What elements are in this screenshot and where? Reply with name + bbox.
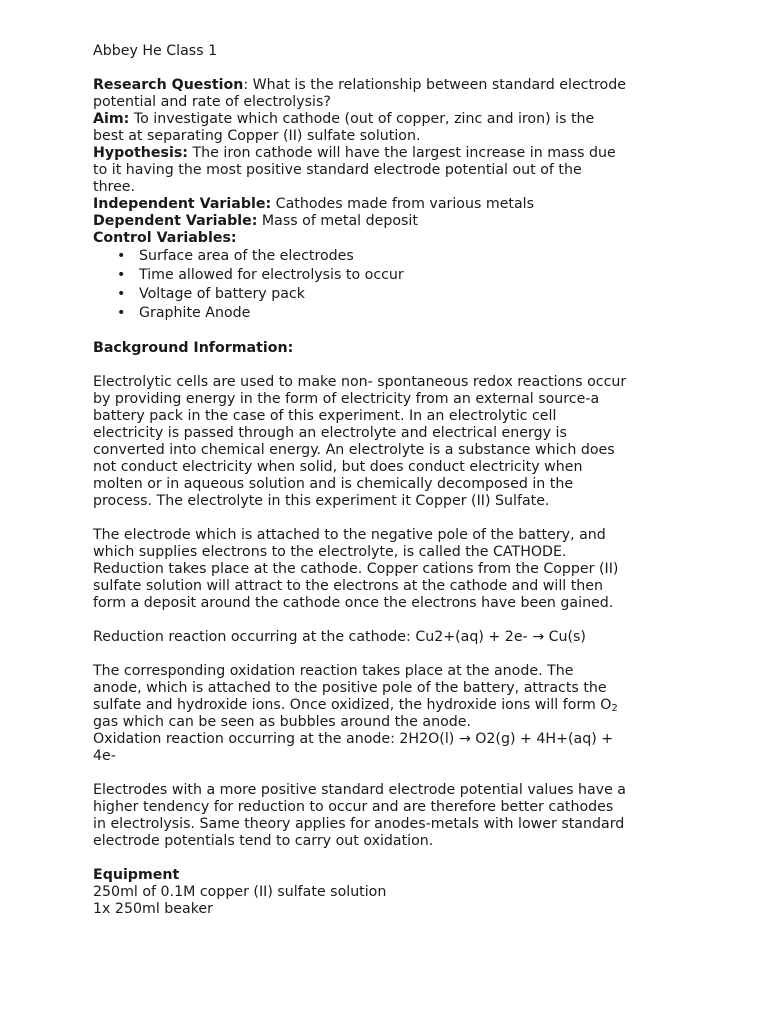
research-question-label: Research Question	[93, 77, 244, 93]
background-paragraph-3: The corresponding oxidation reaction takes place at the anode. The anode, which is attached to the positive pole of the battery, attracts the sulfate and hydroxide ions. Once oxidized, the hydroxide ions will form $O_2$ gas which can be seen as bubbles around the anode. Oxidation reaction occurring at the anode: 2H2O(l) → O2(g) + 4H+(aq) + 4e-	[93, 663, 693, 765]
bullet-icon: •	[117, 305, 126, 321]
independent-variable: Independent Variable: Cathodes made from various metals	[93, 196, 535, 212]
research-question-cont: potential and rate of electrolysis?	[93, 94, 331, 110]
equipment-item: 250ml of 0.1M copper (II) sulfate solution	[93, 884, 387, 900]
document-header: Abbey He Class 1	[93, 43, 218, 59]
research-question: Research Question: What is the relationship between standard electrode	[93, 77, 626, 93]
background-heading: Background Information:	[93, 340, 294, 356]
list-item: • Voltage of battery pack	[117, 286, 305, 302]
dependent-variable-label: Dependent Variable:	[93, 213, 258, 229]
list-item: • Graphite Anode	[117, 305, 251, 321]
list-item: • Time allowed for electrolysis to occur	[117, 267, 404, 283]
subscript: 2	[611, 703, 618, 714]
document-page	[93, 43, 693, 918]
hypothesis-label: Hypothesis:	[93, 145, 188, 161]
control-variables-label: Control Variables:	[93, 230, 237, 246]
aim-label: Aim:	[93, 111, 130, 127]
background-paragraph-4: Electrodes with a more positive standard electrode potential values have a higher tendency for reduction to occur and are therefore better cathodes in electrolysis. Same theory applies for anodes-metals with lower standard electrode potentials tend to carry out oxidation.	[93, 782, 627, 849]
reduction-reaction: Reduction reaction occurring at the cathode: Cu2+(aq) + 2e- → Cu(s)	[93, 629, 586, 645]
control-variables-list	[93, 247, 693, 323]
oxidation-reaction-cont: 4e-	[93, 748, 116, 764]
hypothesis-cont: three.	[93, 179, 136, 195]
bullet-icon: •	[117, 267, 126, 283]
background-paragraph-1: Electrolytic cells are used to make non- spontaneous redox reactions occur by providing energy in the form of electricity from an external source-a battery pack in the case of this experiment. In an electrolytic cell electricity is passed through an electrolyte and electrical energy is converted into chemical energy. An electrolyte is a substance which does not conduct electricity when solid, but does conduct electricity when molten or in aqueous solution and is chemically decomposed in the process. The electrolyte in this experiment it Copper (II) Sulfate.	[93, 374, 627, 509]
bullet-icon: •	[117, 248, 126, 264]
oxidation-reaction: Oxidation reaction occurring at the anode: 2H2O(l) → O2(g) + 4H+(aq) +	[93, 731, 614, 747]
dependent-variable: Dependent Variable: Mass of metal deposit	[93, 213, 418, 229]
list-item: • Surface area of the electrodes	[117, 248, 354, 264]
hypothesis: Hypothesis: The iron cathode will have the largest increase in mass due	[93, 145, 616, 161]
bullet-icon: •	[117, 286, 126, 302]
equipment-heading: Equipment	[93, 867, 180, 883]
equipment-item: 1x 250ml beaker	[93, 901, 213, 917]
independent-variable-label: Independent Variable:	[93, 196, 272, 212]
aim: Aim: To investigate which cathode (out of copper, zinc and iron) is the	[93, 111, 595, 127]
aim-cont: best at separating Copper (II) sulfate solution.	[93, 128, 421, 144]
background-paragraph-2: The electrode which is attached to the negative pole of the battery, and which supplies electrons to the electrolyte, is called the CATHODE. Reduction takes place at the cathode. Copper cations from the Copper (II) sulfate solution will attract to the electrons at the cathode and will then form a deposit around the cathode once the electrons have been gained.	[93, 527, 619, 611]
hypothesis-cont: to it having the most positive standard electrode potential out of the	[93, 162, 582, 178]
